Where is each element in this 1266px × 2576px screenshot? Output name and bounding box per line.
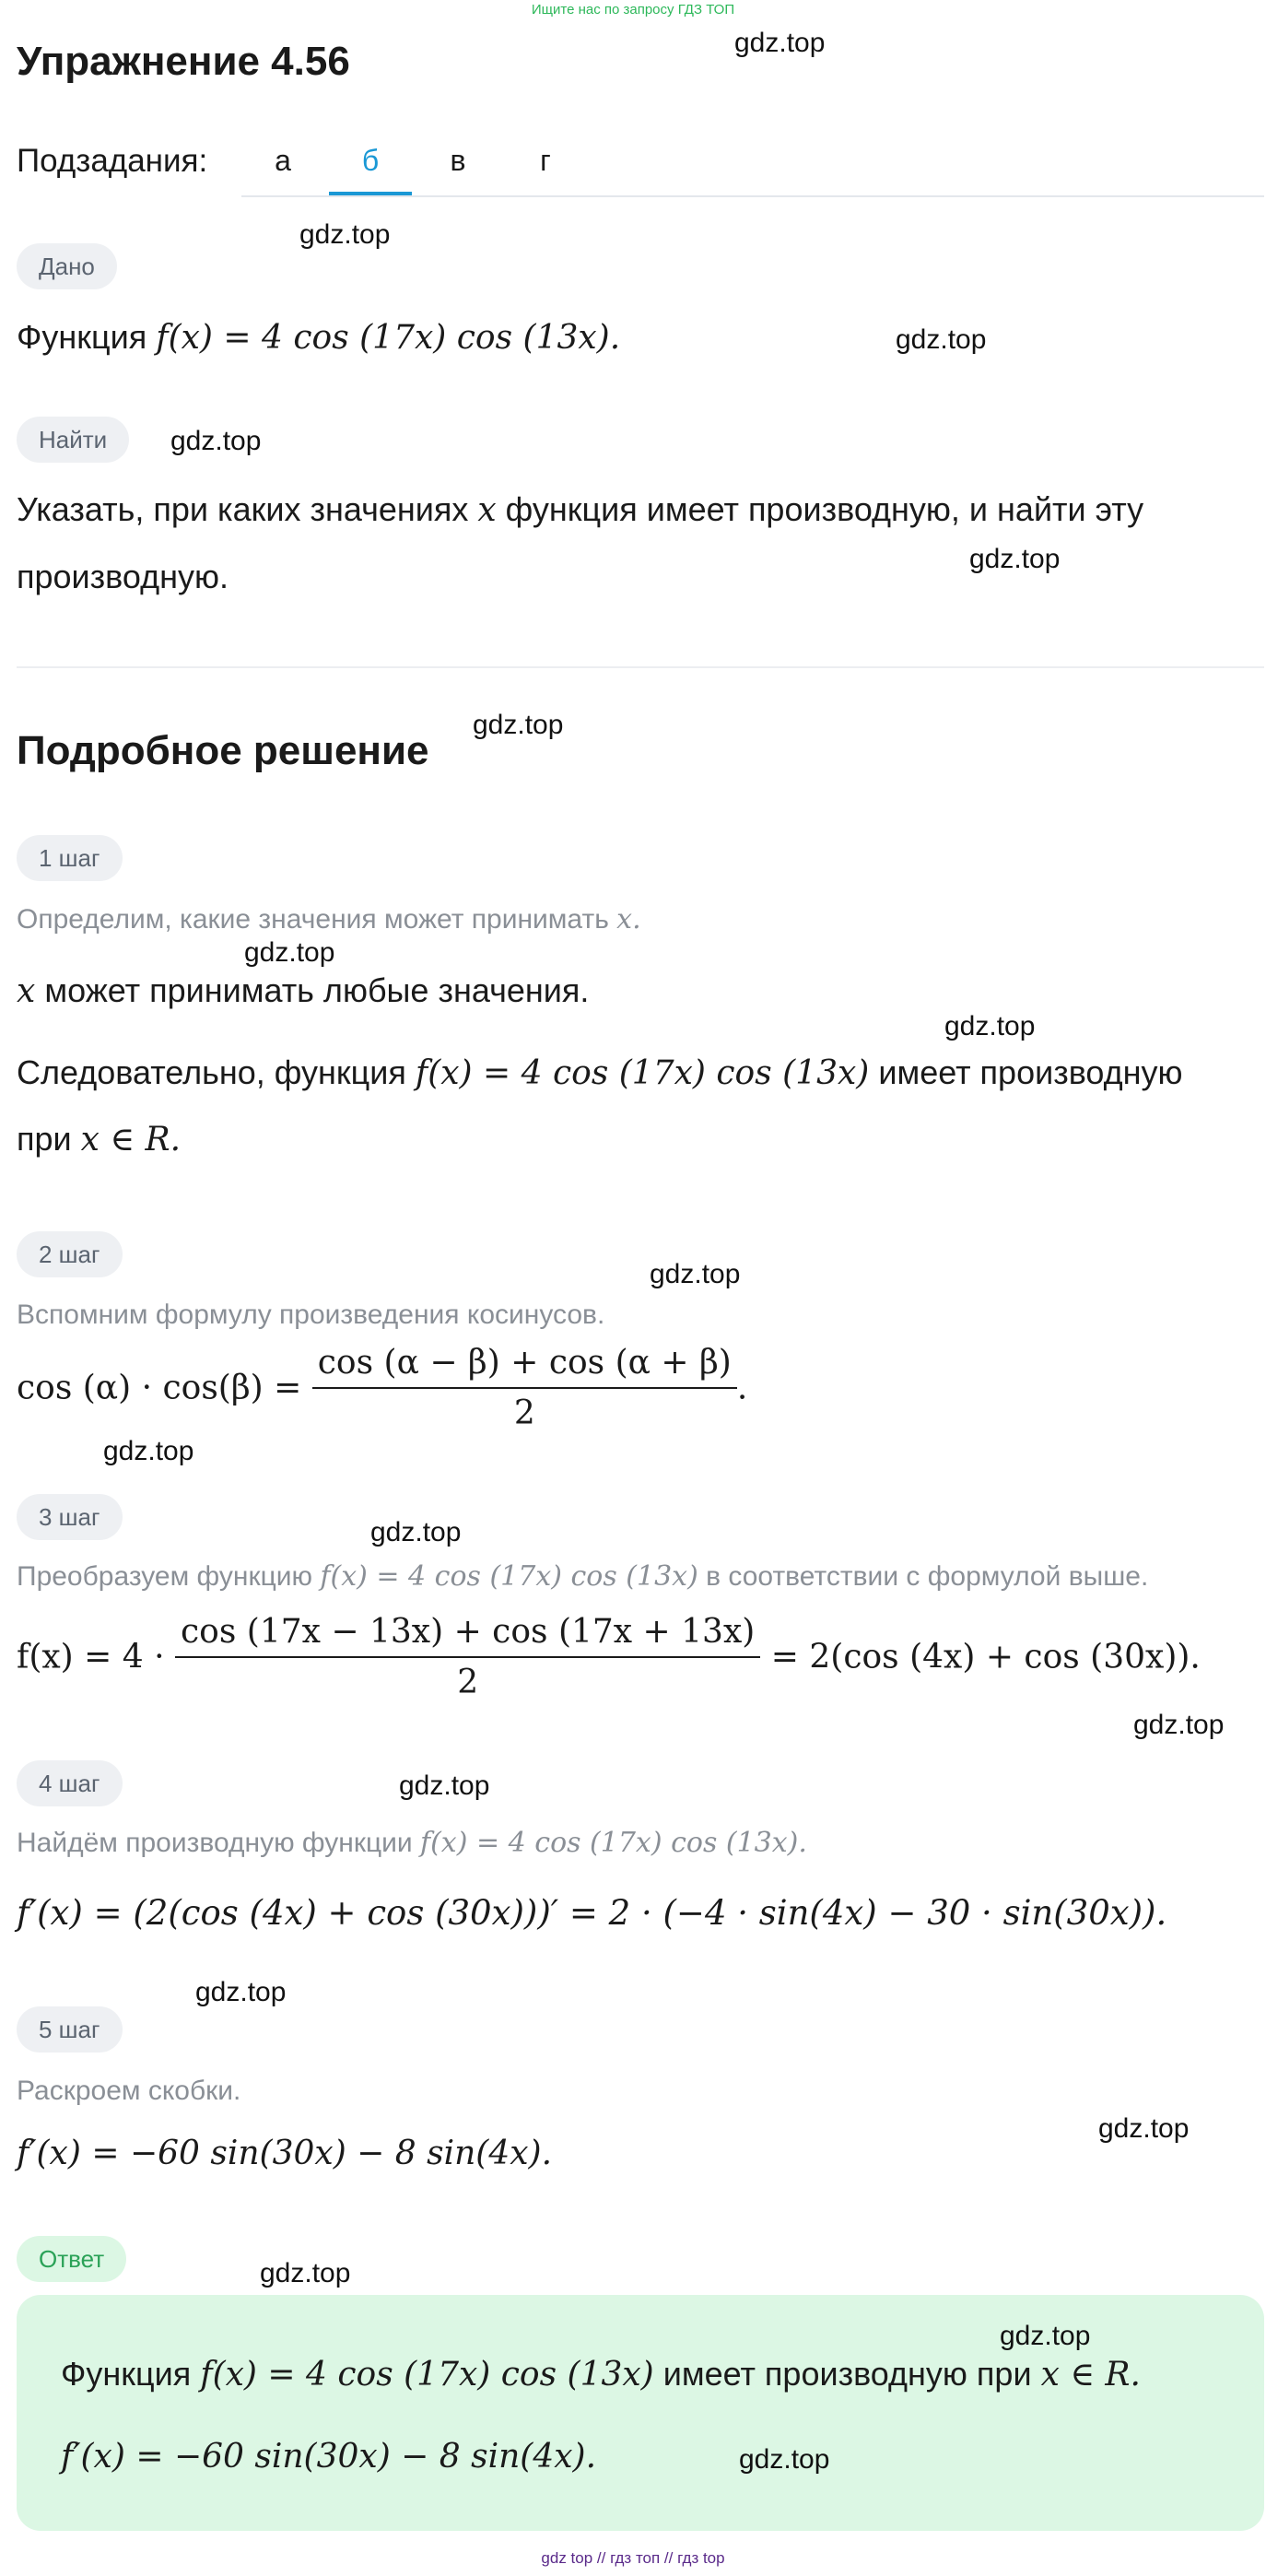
- step-2-denominator: 2: [513, 1394, 535, 1432]
- step-1-line-2: [17, 1053, 1183, 1092]
- find-badge: Найти: [17, 417, 129, 463]
- step-1-line-3-prefix: при: [17, 1120, 72, 1158]
- step-3-hint-b: в соответствии с формулой выше.: [706, 1561, 1149, 1592]
- answer-line-1: [61, 2355, 1141, 2394]
- step-1-line-1-text: может принимать любые значения.: [44, 971, 590, 1009]
- step-4-hint-a: Найдём производную функции: [17, 1828, 413, 1858]
- find-var: x: [477, 491, 497, 529]
- step-3-lhs: f(x) = 4 ·: [17, 1638, 165, 1676]
- watermark: gdz.top: [399, 1770, 490, 1801]
- watermark: gdz.top: [299, 219, 391, 250]
- step-3-denominator: 2: [457, 1664, 479, 1701]
- step-3-rhs: = 2(cos (4x) + cos (30x)).: [770, 1638, 1201, 1676]
- step-2-tail: .: [736, 1369, 748, 1407]
- step-1-line-2-prefix: Следовательно, функция: [17, 1053, 406, 1091]
- step-1-line-3: [17, 1120, 181, 1159]
- watermark: gdz.top: [260, 2258, 351, 2288]
- given-prefix: Функция: [17, 318, 147, 356]
- given-text: [17, 318, 620, 357]
- watermark: gdz.top: [969, 544, 1061, 574]
- answer-line-1-mid: имеет производную при: [662, 2355, 1032, 2393]
- step-5-badge: 5 шаг: [17, 2006, 123, 2053]
- step-2-badge: 2 шаг: [17, 1231, 123, 1277]
- step-1-line-2-suffix: имеет производную: [878, 1053, 1183, 1091]
- page-title: Упражнение 4.56: [17, 39, 350, 84]
- watermark: gdz.top: [896, 324, 987, 355]
- watermark: gdz.top: [473, 710, 564, 740]
- step-4-hint-formula: f(x) = 4 cos (17x) cos (13x).: [420, 1827, 807, 1859]
- step-1-badge: 1 шаг: [17, 835, 123, 881]
- step-1-line-1: [17, 971, 589, 1010]
- given-badge: Дано: [17, 243, 117, 289]
- top-banner[interactable]: Ищите нас по запросу ГДЗ ТОП: [531, 2, 735, 18]
- step-2-hint: Вспомним формулу произведения косинусов.: [17, 1300, 605, 1330]
- given-formula: f(x) = 4 cos (17x) cos (13x).: [156, 319, 621, 357]
- step-3-hint-a: Преобразуем функцию: [17, 1561, 313, 1592]
- watermark: gdz.top: [244, 937, 335, 968]
- step-1-hint-var: x.: [616, 903, 641, 935]
- step-3-fraction: [175, 1613, 760, 1701]
- subtask-tabs: [241, 129, 1264, 197]
- step-1-hint-text: Определим, какие значения может принимать: [17, 904, 609, 935]
- step-3-formula: [17, 1613, 1201, 1701]
- solution-title: Подробное решение: [17, 728, 429, 773]
- step-2-numerator: cos (α − β) + cos (α + β): [312, 1344, 737, 1389]
- step-1-line-2-formula: f(x) = 4 cos (17x) cos (13x): [415, 1054, 870, 1092]
- watermark: gdz.top: [1098, 2113, 1190, 2144]
- tab-g[interactable]: г: [540, 144, 551, 177]
- find-line-1b: функция имеет производную, и найти эту: [505, 490, 1144, 528]
- subtasks-label: Подзадания:: [17, 143, 208, 179]
- tab-a[interactable]: а: [275, 144, 291, 177]
- watermark: gdz.top: [1000, 2321, 1091, 2351]
- answer-line-1-prefix: Функция: [61, 2355, 192, 2393]
- step-5-hint: Раскроем скобки.: [17, 2076, 241, 2106]
- watermark: gdz.top: [370, 1517, 462, 1547]
- step-1-var: x: [17, 972, 36, 1010]
- step-3-numerator: cos (17x − 13x) + cos (17x + 13x): [175, 1613, 760, 1658]
- watermark: gdz.top: [1133, 1710, 1225, 1740]
- step-1-line-3-formula: x ∈ R.: [80, 1121, 182, 1159]
- find-line-1: [17, 490, 1143, 529]
- step-2-fraction: [312, 1344, 737, 1432]
- step-4-badge: 4 шаг: [17, 1760, 123, 1806]
- step-3-hint: [17, 1560, 1148, 1593]
- step-1-hint: [17, 903, 641, 935]
- watermark: gdz.top: [170, 426, 262, 456]
- step-2-formula: [17, 1344, 747, 1432]
- answer-line-1-tail: x ∈ R.: [1040, 2356, 1141, 2394]
- step-3-hint-formula: f(x) = 4 cos (17x) cos (13x): [320, 1560, 698, 1593]
- answer-badge: Ответ: [17, 2236, 126, 2282]
- section-divider: [17, 666, 1264, 668]
- watermark: gdz.top: [944, 1011, 1036, 1041]
- watermark: gdz.top: [734, 28, 826, 58]
- answer-line-1-formula: f(x) = 4 cos (17x) cos (13x): [200, 2356, 654, 2394]
- step-5-formula: f′(x) = −60 sin(30x) − 8 sin(4x).: [17, 2135, 553, 2172]
- watermark: gdz.top: [103, 1436, 194, 1466]
- footer-links[interactable]: gdz top // гдз топ // гдз top: [541, 2549, 725, 2567]
- step-4-hint: [17, 1827, 807, 1859]
- find-line-1a: Указать, при каких значениях: [17, 490, 469, 528]
- step-3-badge: 3 шаг: [17, 1494, 123, 1540]
- tab-b[interactable]: б: [329, 129, 412, 195]
- watermark: gdz.top: [195, 1977, 287, 2007]
- watermark: gdz.top: [650, 1259, 741, 1289]
- watermark: gdz.top: [739, 2444, 830, 2475]
- find-line-2: производную.: [17, 558, 229, 595]
- step-2-lhs: cos (α) · cos(β) =: [17, 1369, 302, 1407]
- step-4-formula: f′(x) = (2(cos (4x) + cos (30x)))′ = 2 · (−4 · sin(4x) − 30 · sin(30x)).: [17, 1893, 1167, 1933]
- tab-v[interactable]: в: [450, 144, 466, 177]
- answer-line-2: f′(x) = −60 sin(30x) − 8 sin(4x).: [61, 2438, 597, 2476]
